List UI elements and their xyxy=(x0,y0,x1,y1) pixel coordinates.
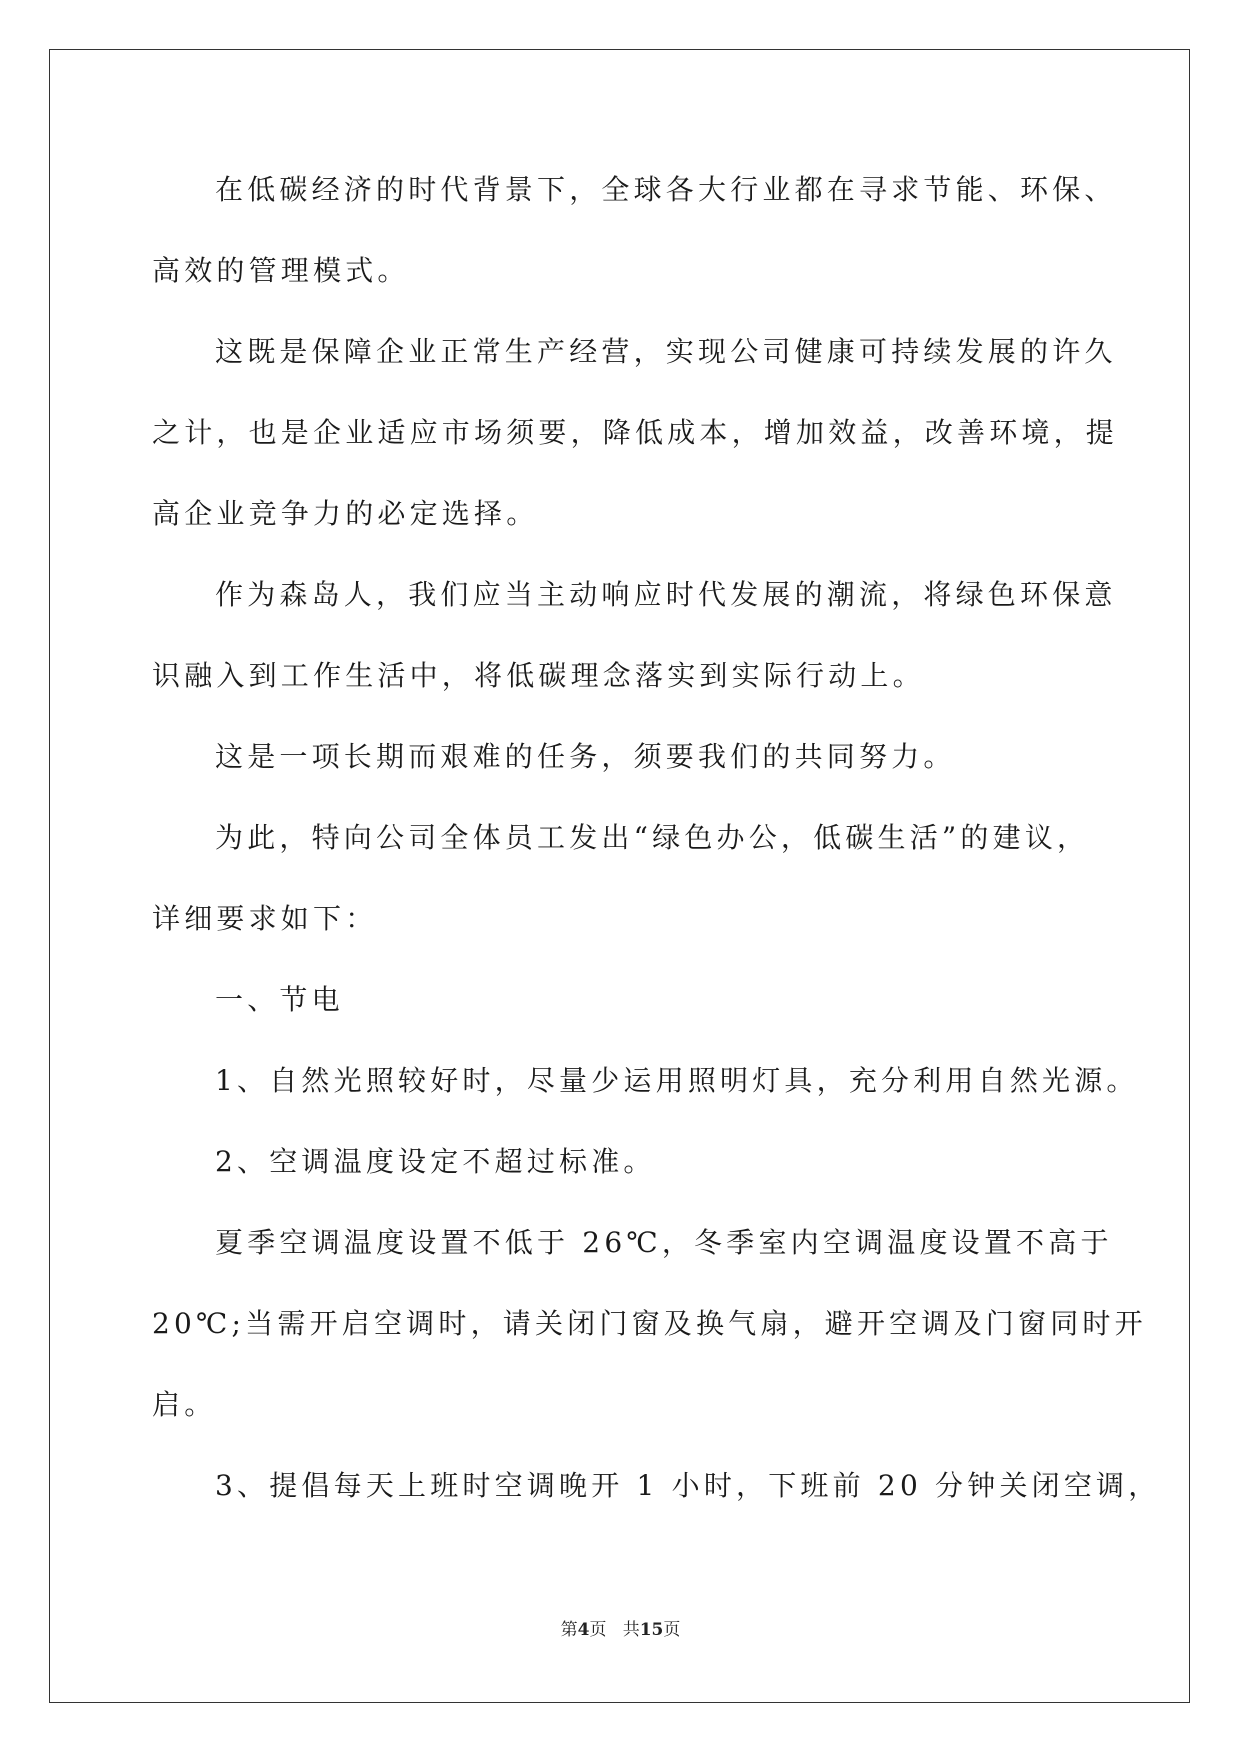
page-prefix: 第 xyxy=(560,1620,578,1640)
list-item: 2、空调温度设定不超过标准。 xyxy=(215,1145,656,1178)
total-suffix: 页 xyxy=(663,1620,681,1640)
paragraph-line: 为此，特向公司全体员工发出“绿色办公，低碳生活”的建议， xyxy=(215,821,1090,854)
total-prefix: 共 xyxy=(622,1620,640,1640)
paragraph-line: 启。 xyxy=(152,1388,217,1421)
list-item: 1、自然光照较好时，尽量少运用照明灯具，充分利用自然光源。 xyxy=(215,1064,1139,1097)
paragraph-line: 详细要求如下： xyxy=(152,902,378,935)
page-footer xyxy=(0,1615,1241,1640)
paragraph-line: 高效的管理模式。 xyxy=(152,254,410,287)
paragraph-line: 这既是保障企业正常生产经营，实现公司健康可持续发展的许久 xyxy=(215,335,1117,368)
total-pages: 15 xyxy=(639,1620,664,1640)
paragraph-line: 作为森岛人，我们应当主动响应时代发展的潮流，将绿色环保意 xyxy=(215,578,1117,611)
section-heading: 一、节电 xyxy=(215,983,344,1016)
list-item: 3、提倡每天上班时空调晚开 1 小时，下班前 20 分钟关闭空调， xyxy=(215,1469,1161,1502)
page-border xyxy=(49,49,1190,1703)
paragraph-line: 高企业竞争力的必定选择。 xyxy=(152,497,539,530)
paragraph-line: 识融入到工作生活中，将低碳理念落实到实际行动上。 xyxy=(152,659,925,692)
paragraph-line: 这是一项长期而艰难的任务，须要我们的共同努力。 xyxy=(215,740,956,773)
paragraph-line: 夏季空调温度设置不低于 26℃，冬季室内空调温度设置不高于 xyxy=(215,1226,1113,1259)
paragraph-line: 之计，也是企业适应市场须要，降低成本，增加效益，改善环境，提 xyxy=(152,416,1119,449)
paragraph-line: 在低碳经济的时代背景下，全球各大行业都在寻求节能、环保、 xyxy=(215,173,1117,206)
paragraph-line: 20℃;当需开启空调时，请关闭门窗及换气扇，避开空调及门窗同时开 xyxy=(152,1307,1147,1340)
page-number: 4 xyxy=(577,1620,590,1640)
page-suffix: 页 xyxy=(589,1620,607,1640)
